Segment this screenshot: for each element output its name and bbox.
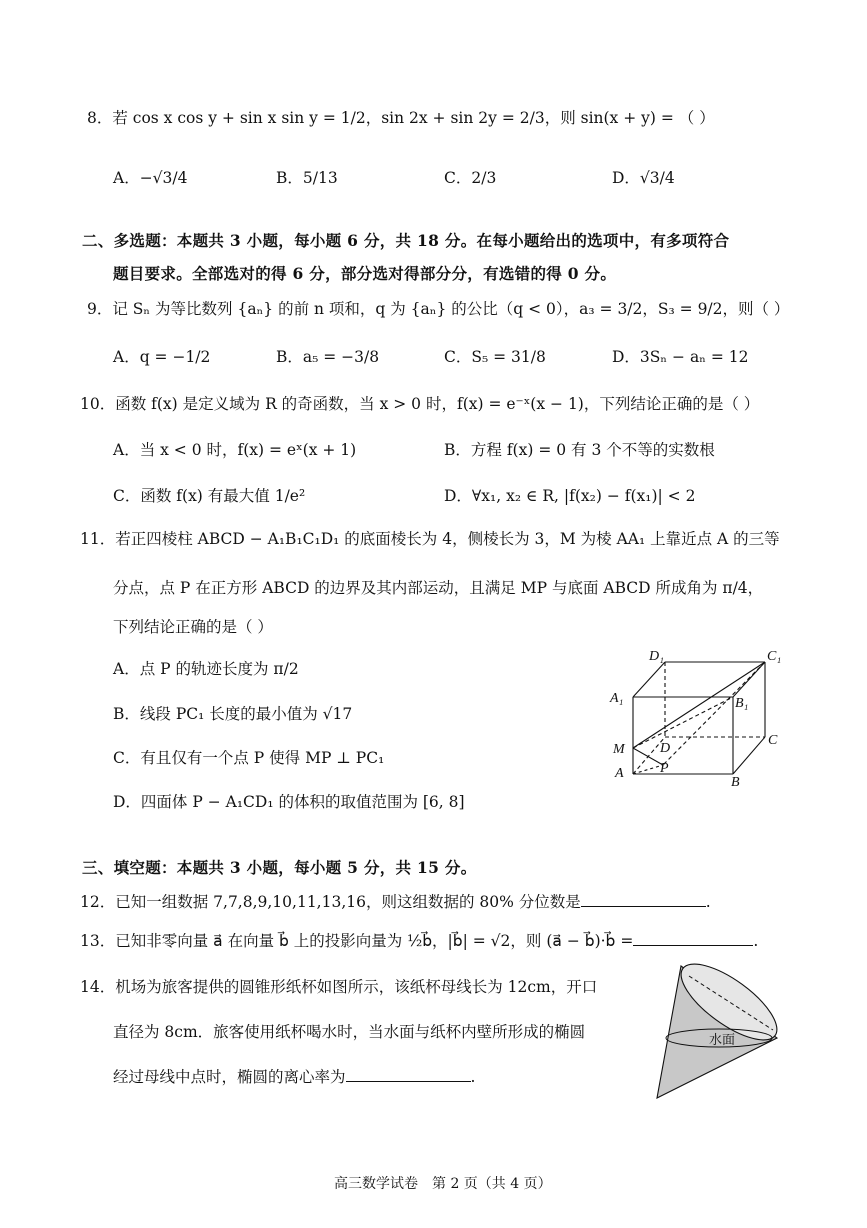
q11-option-c: C．有且仅有一个点 P 使得 MP ⊥ PC₁: [113, 749, 385, 767]
page-footer: 高三数学试卷 第 2 页（共 4 页）: [334, 1176, 552, 1192]
label-a1: A₁: [610, 691, 624, 706]
q13-line: [80, 930, 758, 952]
q14-stem-end: 经过母线中点时，椭圆的离心率为: [113, 1068, 346, 1086]
q9-option-c: C．S₅ = 31/8: [444, 348, 546, 366]
label-c1: C₁: [767, 649, 782, 664]
cone-figure: [645, 958, 790, 1110]
q8-option-b: B．5/13: [276, 169, 338, 187]
section3-heading: 三、填空题：本题共 3 小题，每小题 5 分，共 15 分。: [82, 858, 477, 877]
q10-option-b: B．方程 f(x) = 0 有 3 个不等的实数根: [444, 441, 715, 459]
q14-line1: 14．机场为旅客提供的圆锥形纸杯如图所示，该纸杯母线长为 12cm，开口: [80, 978, 598, 996]
q9-stem: 9．记 Sₙ 为等比数列 {aₙ} 的前 n 项和，q 为 {aₙ} 的公比（q < 0），a₃ = 3/2，S₃ = 9/2，则（ ）: [87, 300, 790, 318]
q13-answer-blank[interactable]: [633, 931, 753, 946]
q10-option-a: A．当 x < 0 时，f(x) = eˣ(x + 1): [113, 441, 357, 459]
label-d1: D₁: [649, 649, 664, 664]
q8-stem: 8．若 cos x cos y + sin x sin y = 1/2，sin 2x + sin 2y = 2/3，则 sin(x + y) = （ ）: [87, 109, 715, 127]
label-a: A: [615, 766, 624, 781]
q14-line2: 直径为 8cm．旅客使用纸杯喝水时，当水面与纸杯内壁所形成的椭圆: [113, 1023, 586, 1041]
q11-option-a: A．点 P 的轨迹长度为 π/2: [113, 660, 299, 678]
q10-option-c: C．函数 f(x) 有最大值 1/e²: [113, 487, 306, 505]
q14-answer-blank[interactable]: [346, 1067, 471, 1082]
label-c: C: [768, 733, 778, 748]
q11-option-d: D．四面体 P − A₁CD₁ 的体积的取值范围为 [6, 8]: [113, 793, 465, 811]
prism-figure: [605, 640, 795, 790]
q9-option-d: D．3Sₙ − aₙ = 12: [612, 348, 749, 366]
q10-stem: 10．函数 f(x) 是定义域为 R 的奇函数，当 x > 0 时，f(x) = e⁻ˣ(x − 1)，下列结论正确的是（ ）: [80, 395, 760, 413]
q9-option-a: A．q = −1/2: [113, 348, 211, 366]
section2-heading: 二、多选题：本题共 3 小题，每小题 6 分，共 18 分。在每小题给出的选项中，有多项符合: [82, 231, 730, 250]
label-b1: B₁: [735, 696, 749, 711]
q11-stem-line3: 下列结论正确的是（ ）: [113, 618, 273, 636]
water-surface-label: 水面: [709, 1032, 736, 1047]
q11-stem-line2: 分点，点 P 在正方形 ABCD 的边界及其内部运动，且满足 MP 与底面 ABCD 所成角为 π/4，: [113, 579, 764, 597]
label-b: B: [731, 775, 740, 790]
section2-heading-cont: 题目要求。全部选对的得 6 分，部分选对得部分分，有选错的得 0 分。: [113, 264, 617, 283]
q12-answer-blank[interactable]: [581, 892, 706, 907]
q12-end: .: [705, 893, 711, 911]
q9-option-b: B．a₅ = −3/8: [276, 348, 380, 366]
label-p: P: [660, 761, 669, 776]
q12-stem: 12．已知一组数据 7,7,8,9,10,11,13,16，则这组数据的 80% 分位数是: [80, 893, 581, 911]
q8-option-a: A．−√3/4: [113, 169, 188, 187]
q8-option-d: D．√3/4: [612, 169, 675, 187]
q10-option-d: D．∀x₁, x₂ ∈ R, |f(x₂) − f(x₁)| < 2: [444, 487, 696, 505]
q14-line3: [113, 1066, 475, 1088]
q11-option-b: B．线段 PC₁ 长度的最小值为 √17: [113, 705, 353, 723]
q13-end: .: [753, 932, 759, 950]
label-m: M: [613, 742, 625, 757]
q11-stem-line1: 11．若正四棱柱 ABCD − A₁B₁C₁D₁ 的底面棱长为 4，侧棱长为 3，M 为棱 AA₁ 上靠近点 A 的三等: [80, 530, 780, 548]
q12-line: [80, 891, 711, 913]
q8-option-c: C．2/3: [444, 169, 497, 187]
q14-end: .: [470, 1068, 476, 1086]
label-d: D: [660, 741, 671, 756]
q13-stem: 13．已知非零向量 a⃗ 在向量 b⃗ 上的投影向量为 ½b⃗，|b⃗| = √2，则 (a⃗ − b⃗)·b⃗ =: [80, 932, 634, 950]
